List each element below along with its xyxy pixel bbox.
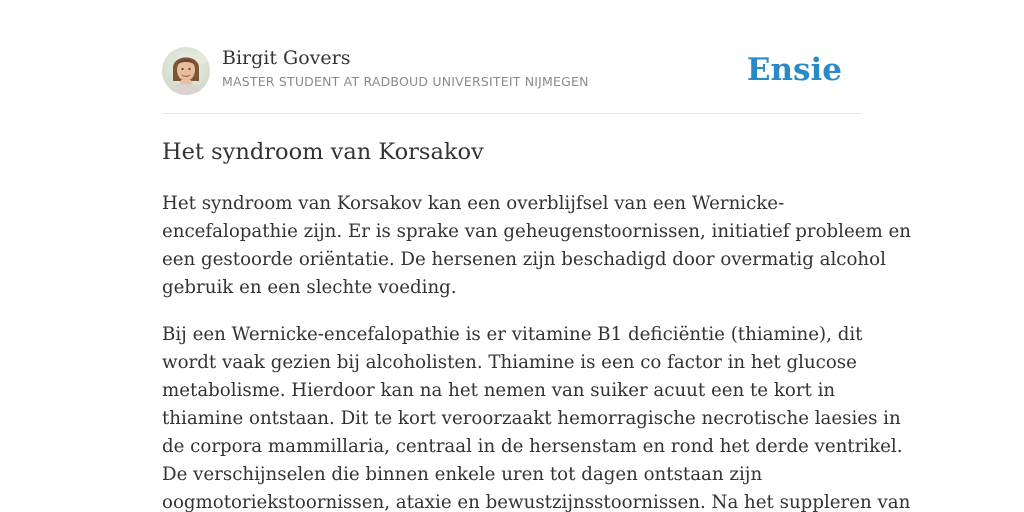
paragraph-line: de corpora mammillaria, centraal in de hersenstam en rond het derde ventrikel. (162, 436, 903, 457)
article-title: Het syndroom van Korsakov (162, 139, 484, 165)
author-title: MASTER STUDENT AT RADBOUD UNIVERSITEIT NIJMEGEN (222, 74, 589, 89)
article (162, 135, 912, 512)
author-header (162, 44, 862, 114)
paragraph-line: encefalopathie zijn. Er is sprake van geheugenstoornissen, initiatief probleem en (162, 221, 912, 242)
author-avatar[interactable] (162, 47, 210, 95)
paragraph-line: oogmotoriekstoornissen, ataxie en bewustzijnsstoornissen. Na het suppleren van (162, 492, 911, 512)
article-paragraph (162, 321, 911, 512)
author-name[interactable]: Birgit Govers (222, 47, 351, 69)
paragraph-line: Het syndroom van Korsakov kan een overblijfsel van een Wernicke- (162, 193, 785, 214)
paragraph-line: een gestoorde oriëntatie. De hersenen zijn beschadigd door overmatig alcohol (162, 249, 886, 270)
paragraph-line: Bij een Wernicke-encefalopathie is er vitamine B1 deficiëntie (thiamine), dit (162, 324, 863, 345)
paragraph-line: wordt vaak gezien bij alcoholisten. Thiamine is een co factor in het glucose (162, 352, 857, 373)
paragraph-line: metabolisme. Hierdoor kan na het nemen van suiker acuut een te kort in (162, 380, 836, 401)
avatar-image (162, 47, 210, 95)
paragraph-line: De verschijnselen die binnen enkele uren tot dagen ontstaan zijn (162, 464, 763, 485)
paragraph-line: gebruik en een slechte voeding. (162, 277, 457, 298)
article-paragraph (162, 190, 912, 302)
brand-logo[interactable]: Ensie (746, 52, 842, 88)
paragraph-line: thiamine ontstaan. Dit te kort veroorzaakt hemorragische necrotische laesies in (162, 408, 901, 429)
